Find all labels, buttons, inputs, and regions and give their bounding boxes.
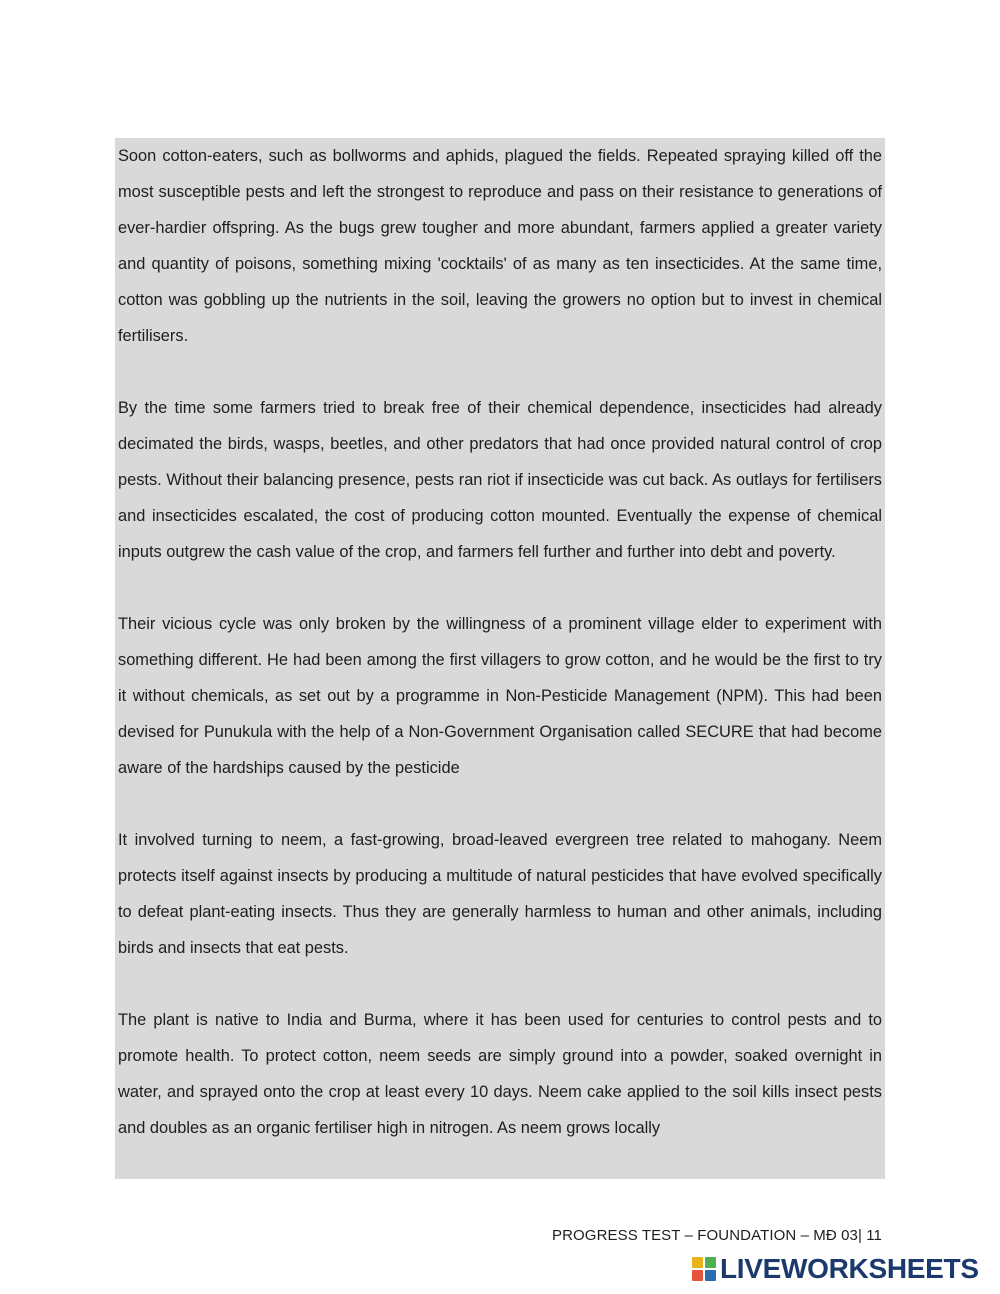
logo-square: [705, 1270, 716, 1281]
paragraph: Soon cotton-eaters, such as bollworms and aphids, plagued the fields. Repeated spraying killed off the most susceptible pests and left the strongest to reproduce and pass on their resistance to generations of ever-hardier offspring. As the bugs grew tougher and more abundant, farmers applied a greater variety and quantity of poisons, something mixing 'cocktails' of as many as ten insecticides. At the same time, cotton was gobbling up the nutrients in the soil, leaving the growers no option but to invest in chemical fertilisers.: [118, 147, 882, 345]
brand-logo[interactable]: [692, 1252, 979, 1286]
logo-square: [692, 1270, 703, 1281]
paragraph: The plant is native to India and Burma, where it has been used for centuries to control pests and to promote health. To protect cotton, neem seeds are simply ground into a powder, soaked overnight in water, and sprayed onto the crop at least every 10 days. Neem cake applied to the soil kills insect pests and doubles as an organic fertiliser high in nitrogen. As neem grows locally: [118, 1011, 882, 1137]
paragraph: By the time some farmers tried to break free of their chemical dependence, insecticides had already decimated the birds, wasps, beetles, and other predators that had once provided natural control of crop pests. Without their balancing presence, pests ran riot if insecticide was cut back. As outlays for fertilisers and insecticides escalated, the cost of producing cotton mounted. Eventually the expense of chemical inputs outgrew the cash value of the crop, and farmers fell further and further into debt and poverty.: [118, 399, 882, 561]
reading-passage: [115, 138, 885, 1179]
liveworksheets-logo-icon: [692, 1257, 716, 1281]
logo-square: [692, 1257, 703, 1268]
logo-square: [705, 1257, 716, 1268]
paragraph: It involved turning to neem, a fast-growing, broad-leaved evergreen tree related to mahogany. Neem protects itself against insects by producing a multitude of natural pesticides that have evolved specifically to defeat plant-eating insects. Thus they are generally harmless to human and other animals, including birds and insects that eat pests.: [118, 831, 882, 957]
paragraph: Their vicious cycle was only broken by the willingness of a prominent village elder to experiment with something different. He had been among the first villagers to grow cotton, and he would be the first to try it without chemicals, as set out by a programme in Non-Pesticide Management (NPM). This had been devised for Punukula with the help of a Non-Government Organisation called SECURE that had become aware of the hardships caused by the pesticide: [118, 615, 882, 777]
brand-name: LIVEWORKSHEETS: [720, 1253, 979, 1284]
page-footer: PROGRESS TEST – FOUNDATION – MĐ 03| 11: [552, 1227, 882, 1244]
